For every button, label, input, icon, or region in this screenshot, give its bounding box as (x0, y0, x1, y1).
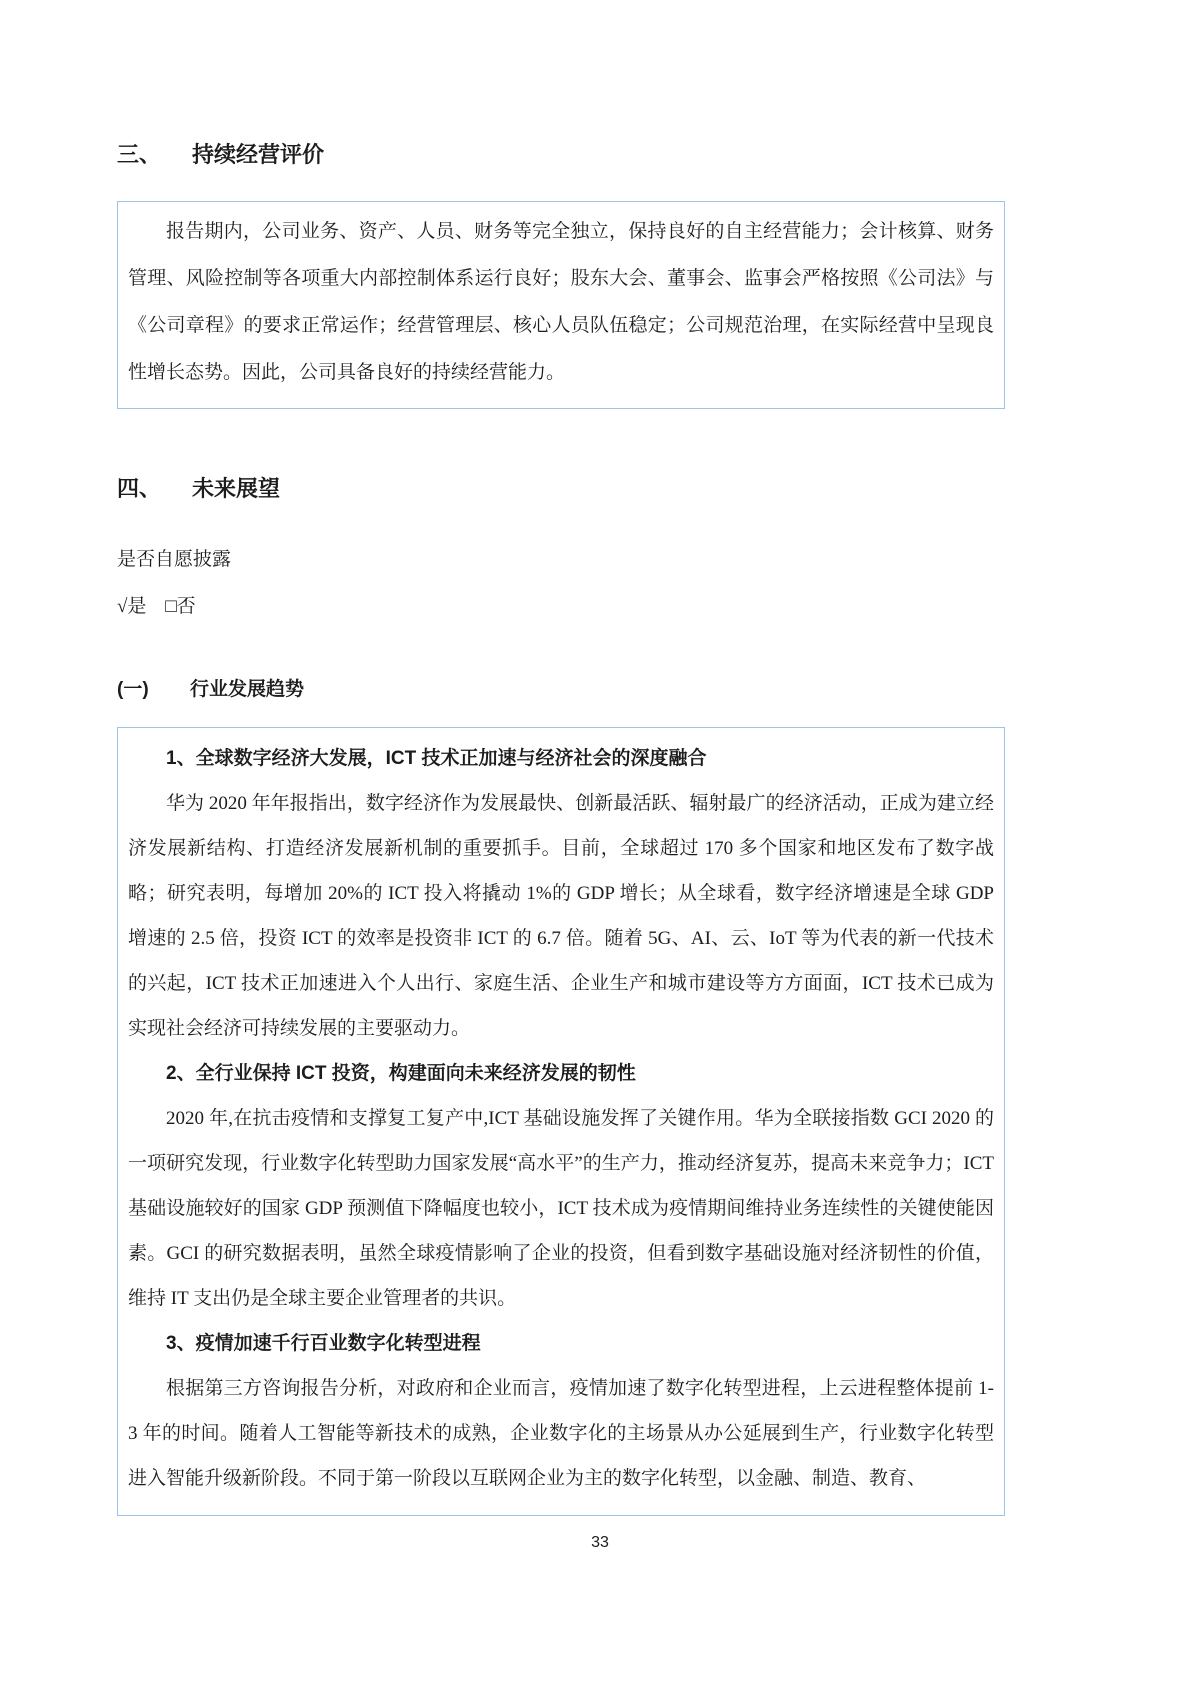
industry-item-3-body: 根据第三方咨询报告分析，对政府和企业而言，疫情加速了数字化转型进程，上云进程整体提前 1-3 年的时间。随着人工智能等新技术的成熟，企业数字化的主场景从办公延展到生产，行业数字化转型进入智能升级新阶段。不同于第一阶段以互联网企业为主的数字化转型，以金融、制造、教育、 (128, 1378, 994, 1489)
industry-item-1-body: 华为 2020 年年报指出，数字经济作为发展最快、创新最活跃、辐射最广的经济活动，正成为建立经济发展新结构、打造经济发展新机制的重要抓手。目前，全球超过 170 多个国家和地区发布了数字战略；研究表明，每增加 20%的 ICT 投入将撬动 1%的 GDP 增长；从全球看，数字经济增速是全球 GDP 增速的 2.5 倍，投资 ICT 的效率是投资非 ICT 的 6.7 倍。随着 5G、AI、云、IoT 等为代表的新一代技术的兴起，ICT 技术正加速进入个人出行、家庭生活、企业生产和城市建设等方方面面，ICT 技术已成为实现社会经济可持续发展的主要驱动力。 (128, 793, 994, 1039)
industry-item-3-heading: 3、疫情加速千行百业数字化转型进程 (166, 1333, 481, 1354)
subsection-1-title: 行业发展趋势 (190, 679, 305, 700)
disclosure-answer (117, 592, 1005, 622)
section-4-number: 四、 (117, 476, 162, 501)
going-concern-box (117, 201, 1005, 409)
yes-checkbox-option: √是 (117, 596, 147, 617)
disclosure-question: 是否自愿披露 (117, 549, 232, 570)
industry-item-2-body: 2020 年,在抗击疫情和支撑复工复产中,ICT 基础设施发挥了关键作用。华为全联接指数 GCI 2020 的一项研究发现，行业数字化转型助力国家发展“高水平”的生产力，推动经济复苏，提高未来竞争力；ICT 基础设施较好的国家 GDP 预测值下降幅度也较小，ICT 技术成为疫情期间维持业务连续性的关键使能因素。GCI 的研究数据表明，虽然全球疫情影响了企业的投资，但看到数字基础设施对经济韧性的价值，维持 IT 支出仍是全球主要企业管理者的共识。 (128, 1108, 994, 1309)
no-checkbox-option: □否 (165, 596, 196, 617)
page-number: 33 (591, 1534, 609, 1551)
section-4-heading (117, 472, 1005, 503)
industry-item-2-heading: 2、全行业保持 ICT 投资，构建面向未来经济发展的韧性 (166, 1063, 636, 1084)
subsection-1-number: (一) (117, 679, 149, 700)
section-3-title: 持续经营评价 (192, 142, 325, 167)
section-4-title: 未来展望 (192, 476, 281, 501)
section-3-heading (117, 138, 1005, 169)
industry-trends-box (117, 727, 1005, 1516)
subsection-1-heading (117, 674, 1005, 701)
document-content (117, 0, 1005, 1516)
industry-item-1-heading: 1、全球数字经济大发展，ICT 技术正加速与经济社会的深度融合 (166, 748, 707, 769)
going-concern-paragraph: 报告期内，公司业务、资产、人员、财务等完全独立，保持良好的自主经营能力；会计核算、财务管理、风险控制等各项重大内部控制体系运行良好；股东大会、董事会、监事会严格按照《公司法》与《公司章程》的要求正常运作；经营管理层、核心人员队伍稳定；公司规范治理，在实际经营中呈现良性增长态势。因此，公司具备良好的持续经营能力。 (128, 221, 994, 383)
section-3-number: 三、 (117, 142, 162, 167)
